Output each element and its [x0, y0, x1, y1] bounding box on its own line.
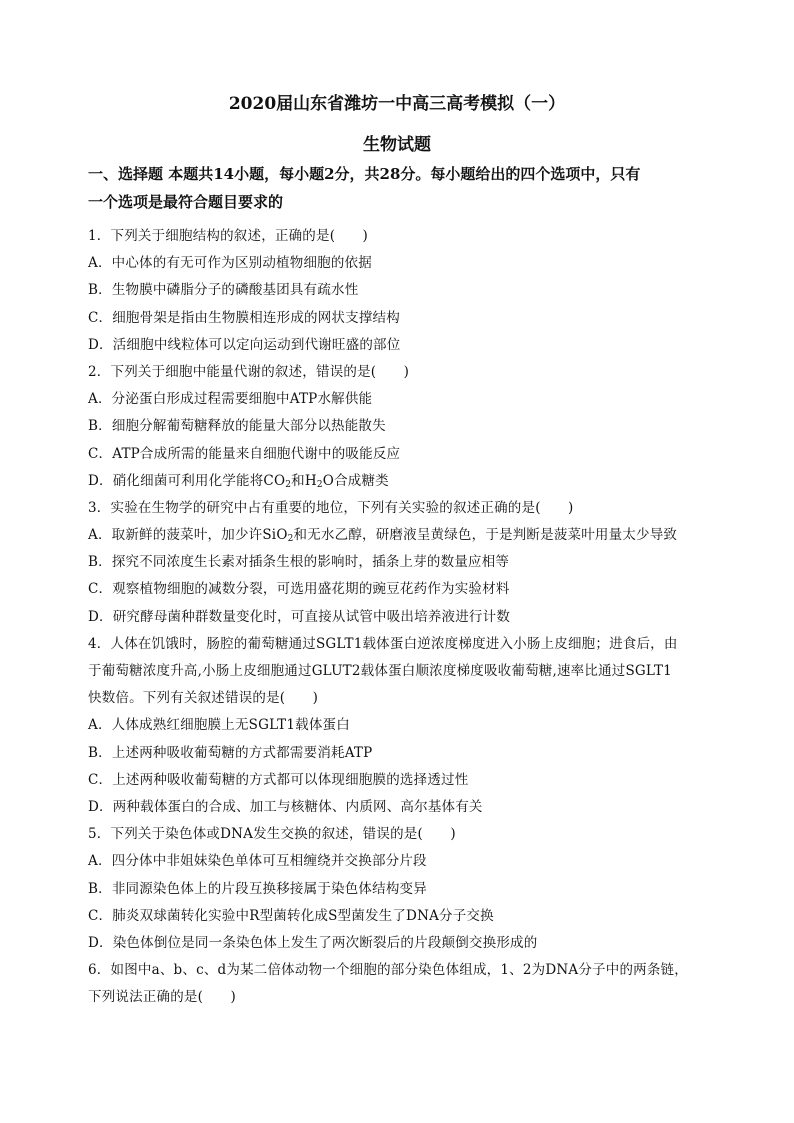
- q3-a-text-1: A．取新鲜的菠菜叶，加少许SiO: [88, 527, 288, 544]
- q5-stem: 5．下列关于染色体或DNA发生交换的叙述，错误的是( ): [88, 826, 456, 843]
- q1-stem: 1．下列关于细胞结构的叙述，正确的是( ): [88, 228, 369, 244]
- q5-option-c: C．肺炎双球菌转化实验中R型菌转化成S型菌发生了DNA分子交换: [88, 907, 494, 924]
- q2-option-b: B．细胞分解葡萄糖释放的能量大部分以热能散失: [88, 418, 386, 435]
- q1-option-d: D．活细胞中线粒体可以定向运动到代谢旺盛的部位: [88, 336, 401, 353]
- q3-option-c: C．观察植物细胞的减数分裂，可选用盛花期的豌豆花药作为实验材料: [88, 581, 510, 598]
- q5-option-a: A．四分体中非姐妹染色单体可互相缠绕并交换部分片段: [88, 853, 427, 870]
- section-heading: [88, 160, 708, 216]
- q3-option-d: D．研究酵母菌种群数量变化时，可直接从试管中吸出培养液进行计数: [88, 608, 511, 625]
- q2-option-c: C．ATP合成所需的能量来自细胞代谢中的吸能反应: [88, 445, 401, 462]
- q2-d-sub-2: 2: [316, 479, 323, 490]
- q3-stem: 3．实验在生物学的研究中占有重要的地位，下列有关实验的叙述正确的是( ): [88, 499, 574, 516]
- exam-title: 2020届山东省潍坊一中高三高考模拟（一）: [228, 94, 566, 114]
- q3-a-text-2: 和无水乙醇，研磨液呈黄绿色，于是判断是菠菜叶用量太少导致: [293, 527, 678, 544]
- q5-option-d: D．染色体倒位是同一条染色体上发生了两次断裂后的片段颠倒交换形成的: [88, 934, 538, 951]
- q4-stem-line-1: 4．人体在饥饿时，肠腔的葡萄糖通过SGLT1载体蛋白逆浓度梯度进入小肠上皮细胞；进食后，由: [88, 635, 678, 652]
- q6-stem-line-2: 下列说法正确的是( ): [88, 989, 236, 1006]
- q3-a-sub: 2: [287, 534, 294, 545]
- q2-d-sub-1: 2: [285, 479, 292, 490]
- q3-option-b: B．探究不同浓度生长素对插条生根的影响时，插条上芽的数量应相等: [88, 554, 510, 571]
- q2-stem: 2．下列关于细胞中能量代谢的叙述，错误的是( ): [88, 363, 410, 380]
- q6-stem-line-1: 6．如图中a、b、c、d为某二倍体动物一个细胞的部分染色体组成，1、2为DNA分子中的两条链，: [88, 962, 688, 979]
- q2-d-text-1: D．硝化细菌可利用化学能将CO: [88, 472, 286, 489]
- q4-stem-line-3: 快数倍。下列有关叙述错误的是( ): [88, 690, 319, 707]
- q2-d-text-2: 和H: [291, 472, 317, 489]
- q1-option-b: B．生物膜中磷脂分子的磷酸基团具有疏水性: [88, 282, 359, 299]
- section-heading-line-2: 一个选项是最符合题目要求的: [88, 193, 284, 211]
- q4-option-c: C．上述两种吸收葡萄糖的方式都可以体现细胞膜的选择透过性: [88, 771, 469, 788]
- q1-option-a: A．中心体的有无可作为区别动植物细胞的依据: [88, 255, 372, 272]
- q5-option-b: B．非同源染色体上的片段互换移接属于染色体结构变异: [88, 880, 427, 897]
- q4-option-a: A．人体成熟红细胞膜上无SGLT1载体蛋白: [88, 717, 350, 734]
- q1-option-c: C．细胞骨架是指由生物膜相连形成的网状支撑结构: [88, 309, 400, 326]
- q4-option-d: D．两种载体蛋白的合成、加工与核糖体、内质网、高尔基体有关: [88, 798, 483, 815]
- exam-subtitle: 生物试题: [363, 135, 431, 155]
- section-heading-line-1: 一、选择题 本题共14小题，每小题2分，共28分。每小题给出的四个选项中，只有: [88, 165, 641, 183]
- q3-option-a: [88, 522, 710, 549]
- q2-option-d: [88, 468, 710, 495]
- q4-option-b: B．上述两种吸收葡萄糖的方式都需要消耗ATP: [88, 744, 373, 761]
- q2-option-a: A．分泌蛋白形成过程需要细胞中ATP水解供能: [88, 391, 373, 408]
- q2-d-text-3: O合成糖类: [322, 472, 389, 489]
- q4-stem-line-2: 于葡萄糖浓度升高,小肠上皮细胞通过GLUT2载体蛋白顺浓度梯度吸收葡萄糖,速率比通过SGLT1: [88, 663, 672, 679]
- question-list: [88, 223, 710, 1011]
